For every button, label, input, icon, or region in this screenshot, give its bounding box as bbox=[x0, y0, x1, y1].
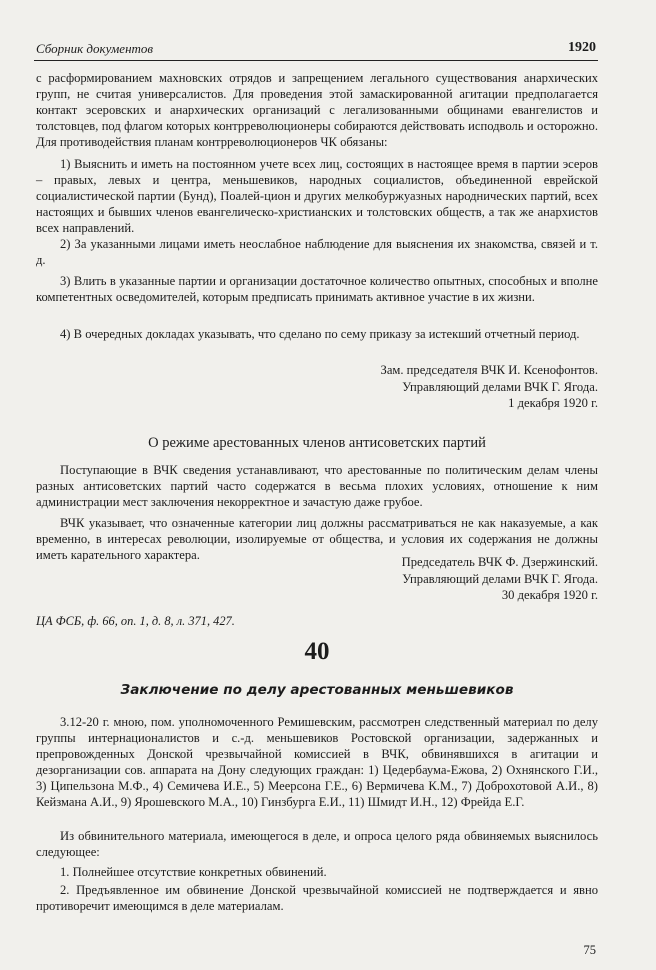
doc39-intro-paragraph: с расформированием махновских отрядов и запрещением легального существования анархических групп, не считая универсалистов. Для проведения этой замаскированной агитации предполагается контакт эсеровских и анархических организаций с легализованными общинами евангелистов и толстовцев, под флагом которых контрреволюционеры собираются действовать исподволь и осторожно. Для противодействия планам контрреволюционеров ЧК обязаны: bbox=[36, 71, 598, 149]
signature-manager: Управляющий делами ВЧК Г. Ягода. bbox=[402, 379, 598, 394]
signature-date: 1 декабря 1920 г. bbox=[508, 396, 598, 410]
doc39-item-1: 1) Выяснить и иметь на постоянном учете всех лиц, состоящих в настоящее время в партии эсеров – правых, левых и центра, меньшевиков, народных социалистов, объединенной еврейской социалистической партии (Бунд), Поалей-цион и других мелкобуржуазных народнических партий, всех настоящих и бывших членов евангелическо-христианских и толстовских обществ, а так же анархистов всех направлений. bbox=[36, 157, 598, 235]
doc39-signature-block bbox=[381, 362, 598, 412]
regime-paragraph-2: ВЧК указывает, что означенные категории лиц должны рассматриваться не как наказуемые, а как временно, в интересах революции, изолируемые от общества, и условия их содержания не должны иметь карательного характера. bbox=[36, 516, 598, 562]
signature-chairman: Председатель ВЧК Ф. Дзержинский. bbox=[401, 555, 598, 569]
regime-signature-block bbox=[402, 554, 598, 604]
signature-date: 30 декабря 1920 г. bbox=[501, 588, 598, 602]
doc40-point-2: 2. Предъявленное им обвинение Донской чрезвычайной комиссией не подтверждается и явно противоречит имеющимся в деле материалам. bbox=[36, 883, 598, 913]
document-number: 40 bbox=[304, 638, 330, 665]
regime-paragraph-1: Поступающие в ВЧК сведения устанавливают, что арестованные по политическим делам члены разных антисоветских партий часто содержатся в весьма плохих условиях, отношение к ним администрации мест заключения некорректное и зачастую даже грубое. bbox=[36, 463, 598, 509]
signature-manager: Управляющий делами ВЧК Г. Ягода. bbox=[402, 571, 598, 586]
archive-source-reference: ЦА ФСБ, ф. 66, оп. 1, д. 8, л. 371, 427. bbox=[36, 614, 235, 628]
doc39-item-2: 2) За указанными лицами иметь неослабное наблюдение для выяснения их знакомства, связей и т. д. bbox=[36, 237, 598, 267]
doc40-paragraph-1: 3.12-20 г. мною, пом. уполномоченного Ремишевским, рассмотрен следственный материал по делу группы интернационалистов и с.-д. меньшевиков Ростовской организации, задержанных и препровожденных Донской чрезвычайной комиссией в ВЧК, обвинявшихся в агитации и дезорганизации сов. аппарата на Дону следующих граждан: 1) Цедербаума-Ежова, 2) Охнянского Г.И., 3) Ципельзона М.Ф., 4) Семичева И.Е., 5) Меерсона Г.Е., 6) Вермичева К.М., 7) Доброхотовой А.И., 8) Кейзмана А.И., 9) Ярошевского М.А., 10) Гинзбурга Е.И., 11) Шмидт И.Н., 12) Фрейда Е.Г. bbox=[36, 715, 598, 809]
document-title: Заключение по делу арестованных меньшевиков bbox=[120, 682, 514, 698]
signature-deputy-chair: Зам. председателя ВЧК И. Ксенофонтов. bbox=[380, 363, 598, 377]
doc40-paragraph-2: Из обвинительного материала, имеющегося в деле, и опроса целого ряда обвиняемых выяснилось следующее: bbox=[36, 829, 598, 859]
doc39-item-4: 4) В очередных докладах указывать, что сделано по сему приказу за истекший отчетный период. bbox=[60, 327, 580, 341]
regime-section-title: О режиме арестованных членов антисоветских партий bbox=[148, 435, 486, 451]
doc39-item-3: 3) Влить в указанные партии и организации достаточное количество опытных, способных и вполне компетентных осведомителей, которым предписать принимать активное участие в их жизни. bbox=[36, 274, 598, 304]
running-header-year: 1920 bbox=[568, 40, 596, 55]
page-number: 75 bbox=[583, 943, 596, 957]
header-rule bbox=[34, 60, 598, 61]
running-header-title: Сборник документов bbox=[36, 41, 154, 56]
doc40-point-1: 1. Полнейшее отсутствие конкретных обвинений. bbox=[60, 865, 327, 879]
